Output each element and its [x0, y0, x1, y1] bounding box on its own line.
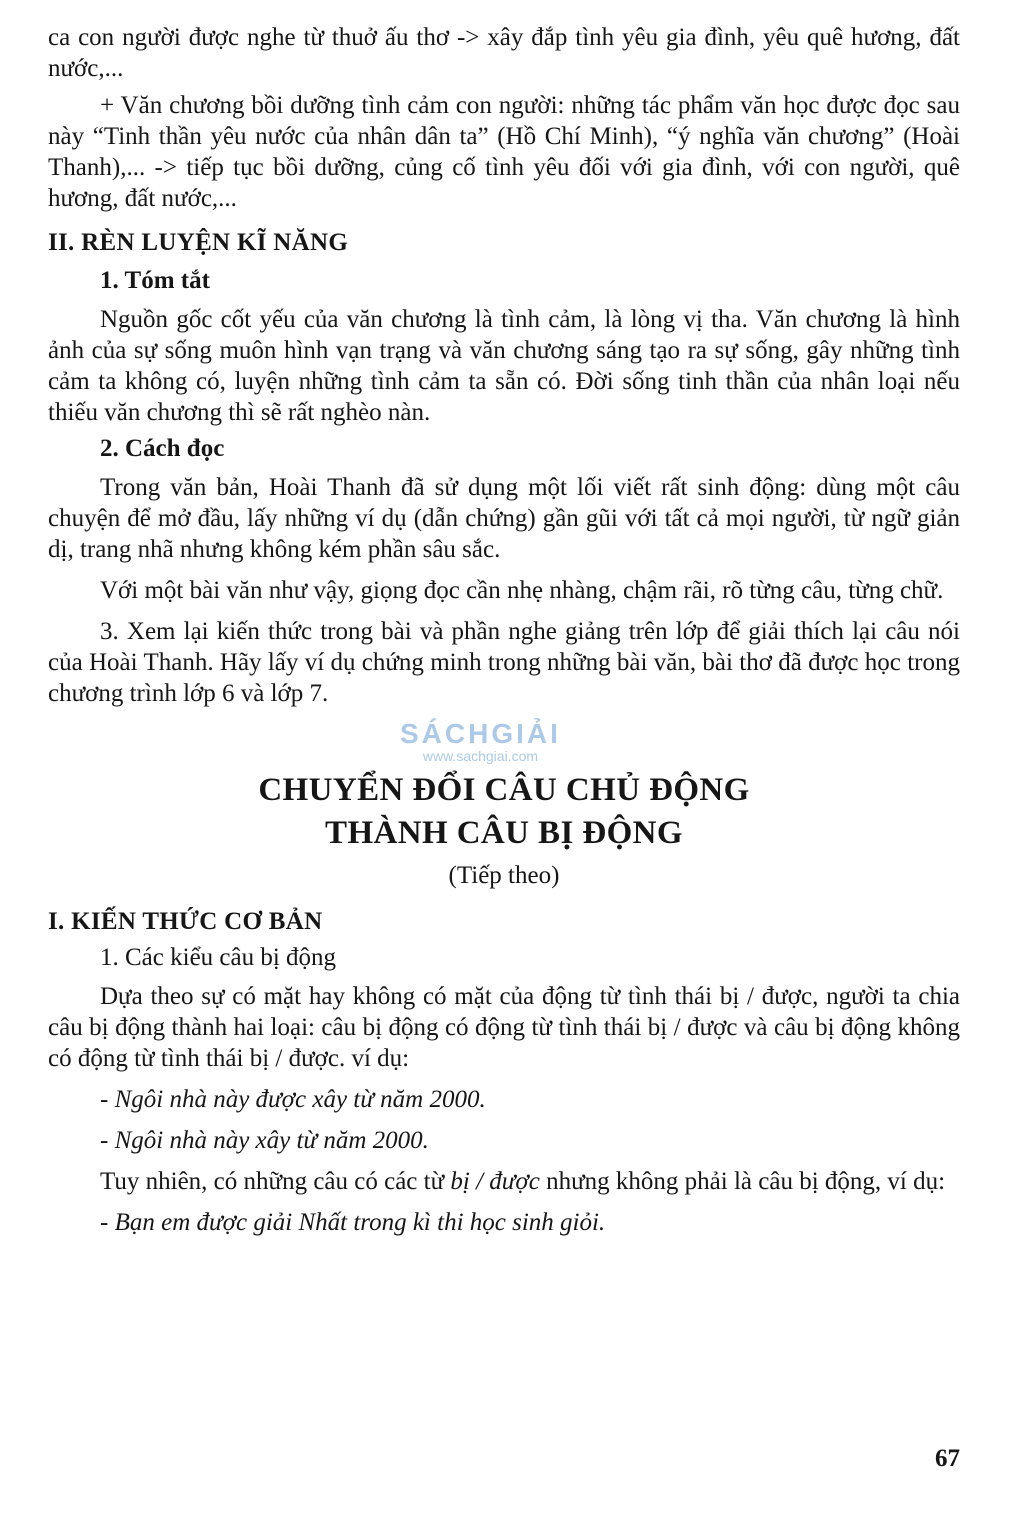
paragraph-continued: ca con người được nghe từ thuở ấu thơ -> xây đắp tình yêu gia đình, yêu quê hương, đất nước,...	[48, 24, 960, 82]
lesson-title	[48, 769, 960, 893]
lesson-title-note: (Tiếp theo)	[448, 862, 560, 889]
paragraph-tuy-nhien-italic: bị / được	[450, 1168, 540, 1195]
paragraph-cach-doc-1: Trong văn bản, Hoài Thanh đã sử dụng một lối viết rất sinh động: dùng một câu chuyện để mở đầu, lấy những ví dụ (dẫn chứng) gần gũi với tất cả mọi người, từ ngữ giản dị, trang nhã nhưng không kém phần sâu sắc.	[48, 474, 960, 563]
page-number: 67	[935, 1445, 960, 1472]
subheading-tom-tat: 1. Tóm tắt	[100, 267, 210, 294]
paragraph-tuy-nhien-start: Tuy nhiên, có những câu có các từ	[100, 1168, 451, 1195]
paragraph-tuy-nhien-end: nhưng không phải là câu bị động, ví dụ:	[539, 1168, 946, 1195]
paragraph-van-chuong-boi-duong: + Văn chương bồi dưỡng tình cảm con người: những tác phẩm văn học được đọc sau này “Tinh thần yêu nước của nhân dân ta” (Hồ Chí Minh), “ý nghĩa văn chương” (Hoài Thanh),... -> tiếp tục bồi dưỡng, củng cố tình yêu đối với gia đình, với con người, quê hương, đất nước,...	[48, 92, 960, 212]
paragraph-bi-dong-intro: Dựa theo sự có mặt hay không có mặt của động từ tình thái bị / được, người ta chia câu bị động thành hai loại: câu bị động có động từ tình thái bị / được và câu bị động không có động từ tình thái bị / được. ví dụ:	[48, 983, 960, 1072]
subheading-cach-doc: 2. Cách đọc	[100, 435, 225, 462]
paragraph-tom-tat: Nguồn gốc cốt yếu của văn chương là tình cảm, là lòng vị tha. Văn chương là hình ảnh của sự sống muôn hình vạn trạng và văn chương sáng tạo ra sự sống, gây những tình cảm ta không có, luyện những tình cảm ta sẵn có. Đời sống tinh thần của nhân loại nếu thiếu văn chương thì sẽ rất nghèo nàn.	[48, 306, 960, 426]
lesson-title-line-1: CHUYỂN ĐỔI CÂU CHỦ ĐỘNG	[258, 772, 750, 808]
example-sentence-2: - Ngôi nhà này xây từ năm 2000.	[100, 1127, 429, 1154]
lesson-title-line-2: THÀNH CÂU BỊ ĐỘNG	[325, 815, 683, 851]
example-sentence-1: - Ngôi nhà này được xây từ năm 2000.	[100, 1086, 486, 1113]
paragraph-exercise-3: 3. Xem lại kiến thức trong bài và phần nghe giảng trên lớp để giải thích lại câu nói của Hoài Thanh. Hãy lấy ví dụ chứng minh trong những bài văn, bài thơ đã được học trong chương trình lớp 6 và lớp 7.	[48, 618, 960, 707]
example-sentence-3: - Bạn em được giải Nhất trong kì thi học sinh giỏi.	[100, 1209, 606, 1236]
section-heading-ren-luyen: II. RÈN LUYỆN KĨ NĂNG	[48, 229, 349, 256]
section-heading-kien-thuc: I. KIẾN THỨC CƠ BẢN	[48, 908, 323, 935]
paragraph-cach-doc-2: Với một bài văn như vậy, giọng đọc cần nhẹ nhàng, chậm rãi, rõ từng câu, từng chữ.	[100, 577, 944, 604]
page-content	[48, 22, 960, 1238]
paragraph-tuy-nhien	[48, 1166, 960, 1197]
subheading-cac-kieu-cau: 1. Các kiểu câu bị động	[100, 944, 337, 971]
watermark-brand: SÁCHGIẢI	[400, 718, 561, 749]
watermark-url: www.sachgiai.com	[422, 748, 539, 764]
